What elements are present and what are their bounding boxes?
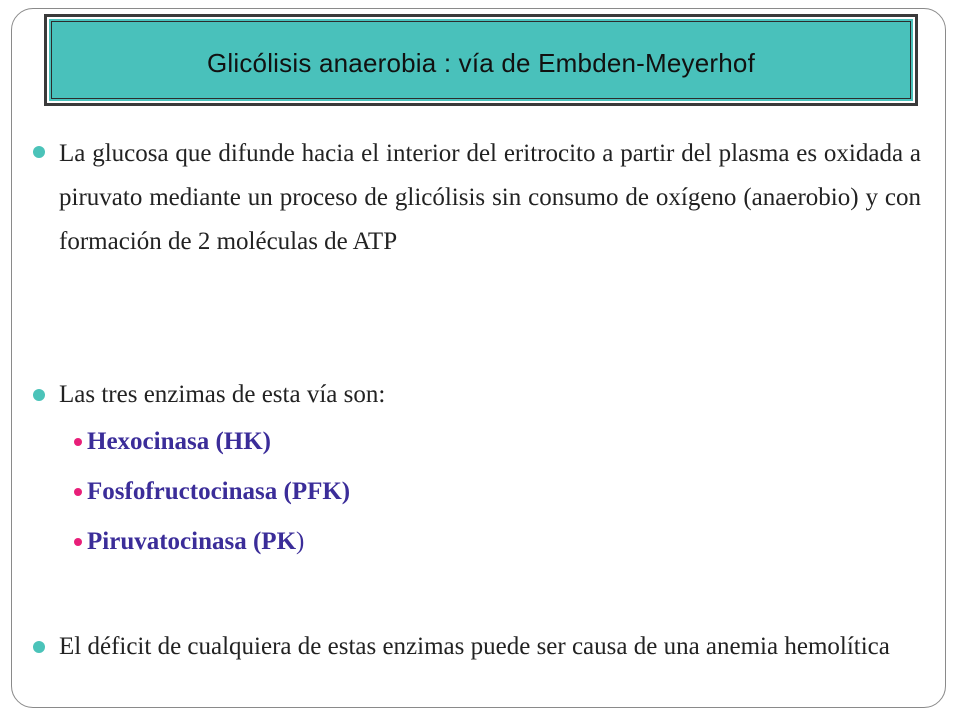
enzyme-hexocinasa: Hexocinasa (HK) xyxy=(87,428,272,455)
enzyme-piruvatocinasa-label: Piruvatocinasa (PK xyxy=(87,528,297,555)
paragraph-deficit: El déficit de cualquiera de estas enzimas puede ser causa de una anemia hemolítica xyxy=(59,633,890,660)
bullet-icon xyxy=(33,146,45,158)
paragraph-glucose: La glucosa que difunde hacia el interior del eritrocito a partir del plasma es oxidada a piruvato mediante un proceso de glicólisis sin consumo de oxígeno (anaerobio) y con formación de 2 moléculas de ATP xyxy=(59,140,921,255)
paragraph-enzymes-intro: Las tres enzimas de esta vía son: xyxy=(59,381,386,408)
title-box xyxy=(44,14,918,106)
sub-bullet-icon xyxy=(74,538,82,546)
bullet-icon xyxy=(33,389,45,401)
enzyme-fosfofructocinasa: Fosfofructocinasa (PFK) xyxy=(87,478,351,505)
sub-bullet-icon xyxy=(74,438,82,446)
enzyme-piruvatocinasa-paren: ) xyxy=(296,528,305,555)
bullet-icon xyxy=(33,641,45,653)
title-box-inner xyxy=(47,17,915,103)
slide-frame xyxy=(11,8,946,708)
slide-title: Glicólisis anaerobia : vía de Embden-Meyerhof xyxy=(206,47,756,78)
sub-bullet-icon xyxy=(74,488,82,496)
enzyme-piruvatocinasa xyxy=(87,522,304,562)
